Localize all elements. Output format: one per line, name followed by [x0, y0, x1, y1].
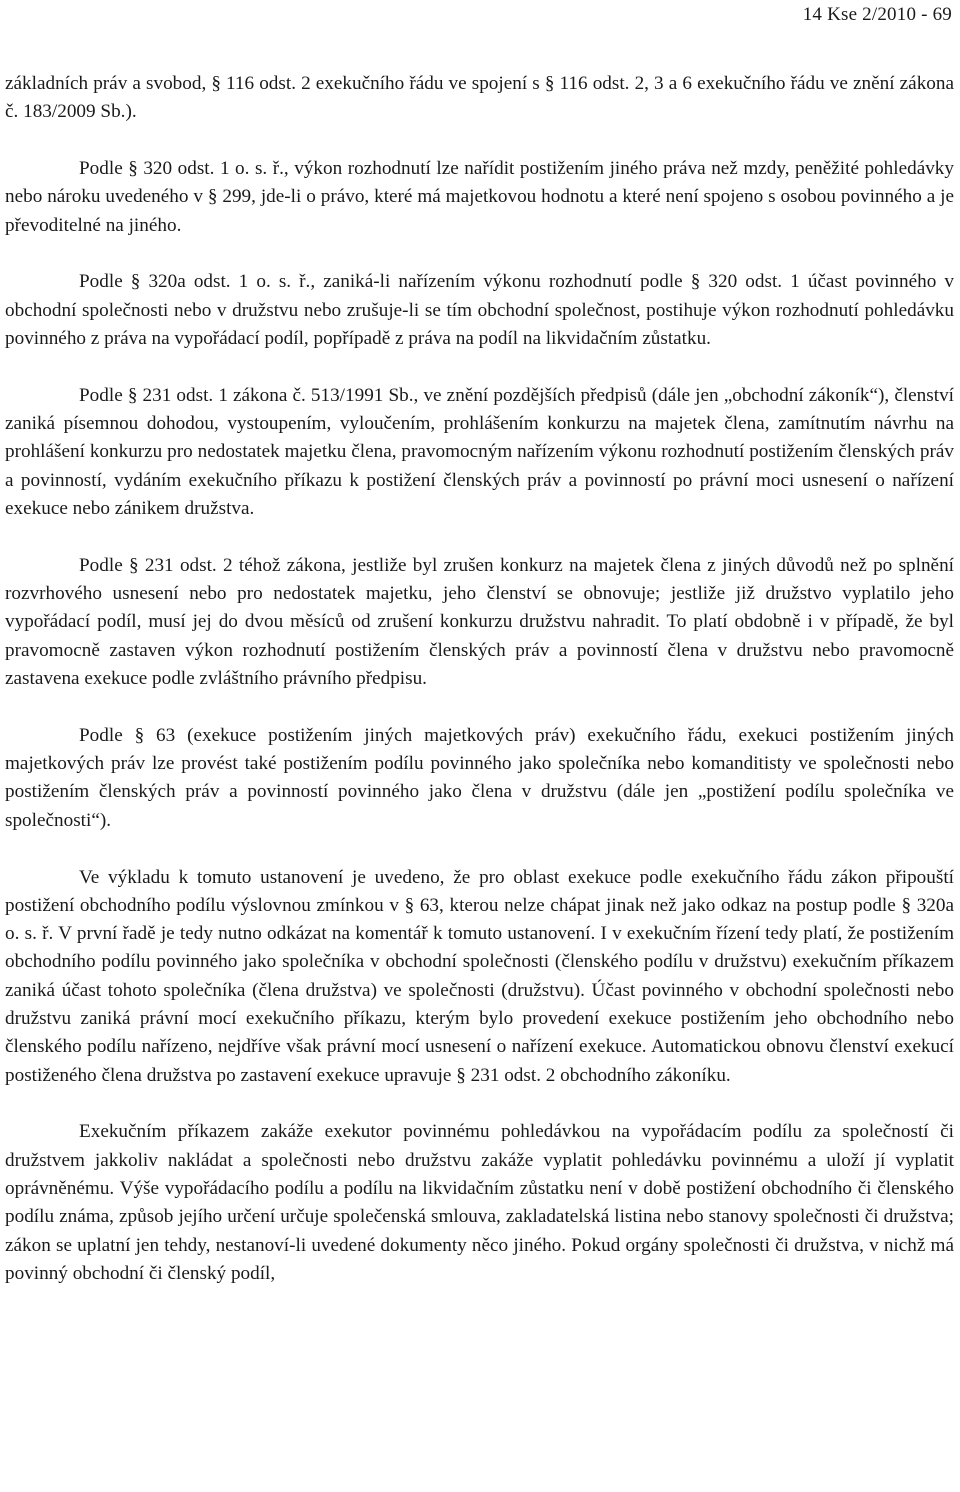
paragraph-exekucni-prikaz: Exekučním příkazem zakáže exekutor povinnému pohledávkou na vypořádacím podílu za společností či družstvem jakkoliv nakládat a společnosti nebo družstvu zakáže vyplatit pohledávku povinnému a uloží jí vyplatit oprávněnému. Výše vypořádacího podílu a podílu na likvidačním zůstatku není v době postižení obchodního či členského podílu známa, způsob jejího určení určuje společenská smlouva, zakladatelská listina nebo stanovy společnosti či družstva; zákon se uplatní jen tehdy, nestanoví-li uvedené dokumenty něco jiného. Pokud orgány společnosti či družstva, v nichž má povinný obchodní či členský podíl, [5, 1121, 954, 1284]
case-reference-header: 14 Kse 2/2010 - 69 [802, 4, 952, 25]
paragraph-continuation: základních práv a svobod, § 116 odst. 2 exekučního řádu ve spojení s § 116 odst. 2, 3 a 6 exekučního řádu ve znění zákona č. 183/2009 Sb.). [5, 73, 954, 123]
document-body [5, 70, 954, 1288]
paragraph-320a-osr: Podle § 320a odst. 1 o. s. ř., zaniká-li nařízením výkonu rozhodnutí podle § 320 odst. 1 účast povinného v obchodní společnosti nebo v družstvu nebo zrušuje-li se tím obchodní společnost, postihuje výkon rozhodnutí pohledávku povinného z práva na vypořádací podíl, popřípadě z práva na podíl na likvidačním zůstatku. [5, 271, 954, 350]
paragraph-vyklad: Ve výkladu k tomuto ustanovení je uvedeno, že pro oblast exekuce podle exekučního řádu zákon připouští postižení obchodního podílu výslovnou zmínkou v § 63, kterou nelze chápat jinak než jako odkaz na postup podle § 320a o. s. ř. V první řadě je tedy nutno odkázat na komentář k tomuto ustanovení. I v exekučním řízení tedy platí, že postižením obchodního podílu povinného jako společníka v obchodní společnosti (členského podílu v družstvu) exekučním příkazem zaniká účast tohoto společníka (člena družstva) ve společnosti (družstvu). Účast povinného v obchodní společnosti nebo družstvu zaniká právní mocí exekučního příkazu, kterým bylo provedení exekuce postižením jeho obchodního nebo členského podílu nařízeno, nejdříve však právní mocí usnesení o nařízení exekuce. Automatickou obnovu členství exekucí postiženého člena družstva po zastavení exekuce upravuje § 231 odst. 2 obchodního zákoníku. [5, 866, 954, 1086]
paragraph-320-osr: Podle § 320 odst. 1 o. s. ř., výkon rozhodnutí lze nařídit postižením jiného práva než mzdy, peněžité pohledávky nebo nároku uvedeného v § 299, jde-li o právo, které má majetkovou hodnotu a které není spojeno s osobou povinného a je převoditelné na jiného. [5, 158, 954, 236]
paragraph-63-exekucni-rad: Podle § 63 (exekuce postižením jiných majetkových práv) exekučního řádu, exekuci postižením jiných majetkových práv lze provést také postižením podílu povinného jako společníka nebo komanditisty ve společnosti nebo postižením členských práv a povinností povinného jako člena v družstvu (dále jen „postižení podílu společníka ve společnosti“). [5, 724, 954, 831]
paragraph-231-odst-1: Podle § 231 odst. 1 zákona č. 513/1991 Sb., ve znění pozdějších předpisů (dále jen „obchodní zákoník“), členství zaniká písemnou dohodou, vystoupením, vyloučením, prohlášením konkurzu na majetek člena, zamítnutím návrhu na prohlášení konkurzu pro nedostatek majetku člena, pravomocným nařízením výkonu rozhodnutí postižením členských práv a povinností, vydáním exekučního příkazu k postižení členských práv a povinností po právní moci usnesení o nařízení exekuce nebo zánikem družstva. [5, 384, 954, 520]
paragraph-231-odst-2: Podle § 231 odst. 2 téhož zákona, jestliže byl zrušen konkurz na majetek člena z jiných důvodů než po splnění rozvrhového usnesení nebo pro nedostatek majetku, jeho členství se obnovuje; jestliže již družstvo vyplatilo jeho vypořádací podíl, musí jej do dvou měsíců od zrušení konkurzu družstvu nahradit. To platí obdobně i v případě, že byl pravomocně zastaven výkon rozhodnutí postižením členských práv a povinností člena v družstvu nebo pravomocně zastavena exekuce podle zvláštního právního předpisu. [5, 554, 954, 690]
